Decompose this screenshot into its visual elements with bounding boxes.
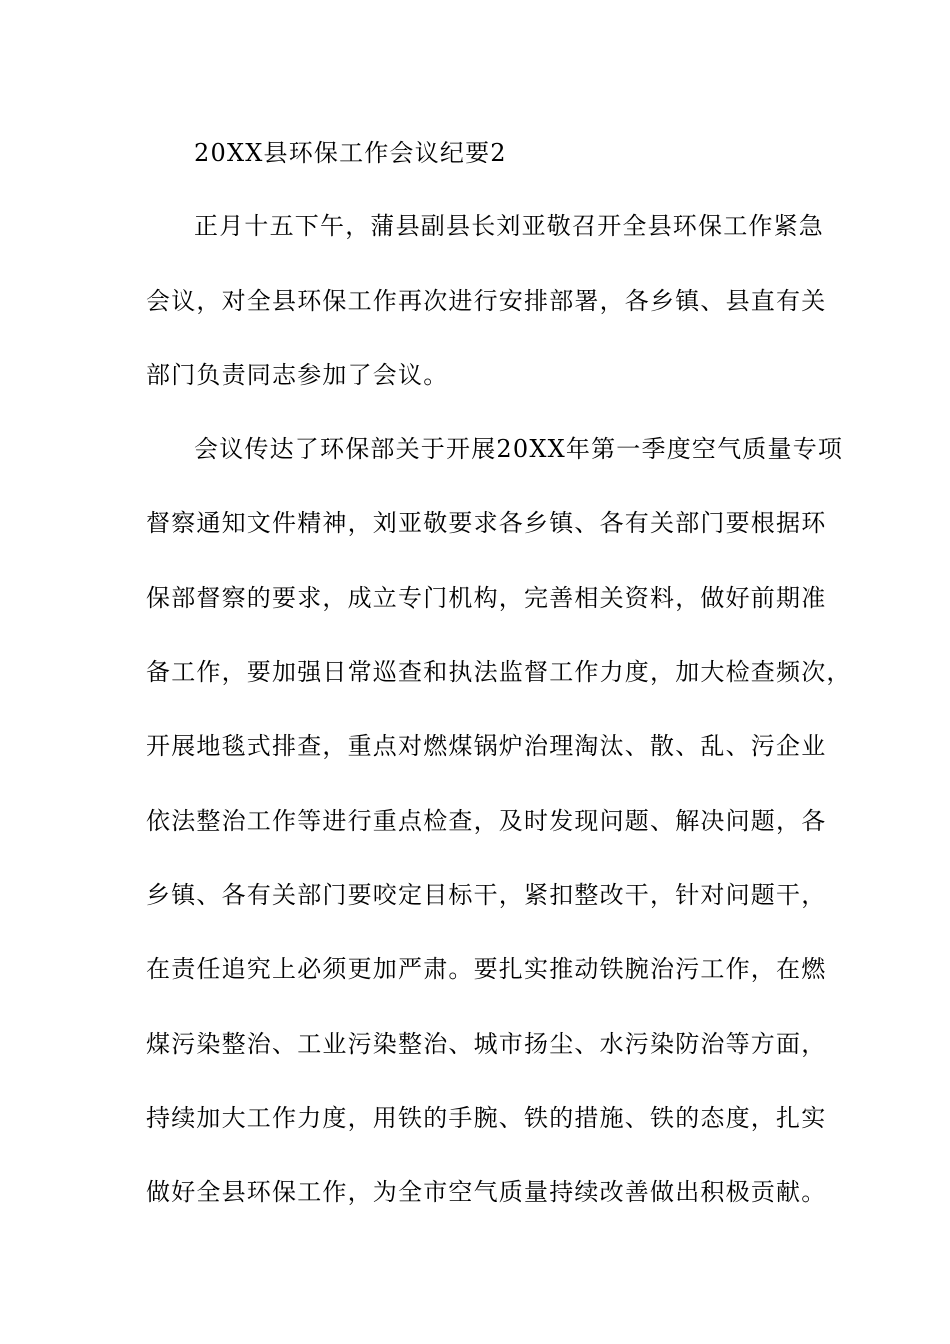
paragraph-line: 备工作，要加强日常巡查和执法监督工作力度，加大检查频次， xyxy=(146,658,852,686)
document-title: 20XX县环保工作会议纪要2 xyxy=(194,139,507,167)
paragraph-line: 做好全县环保工作，为全市空气质量持续改善做出积极贡献。 xyxy=(146,1178,827,1206)
paragraph-line: 部门负责同志参加了会议。 xyxy=(146,361,449,389)
paragraph-line: 开展地毯式排查，重点对燃煤锅炉治理淘汰、散、乱、污企业 xyxy=(146,732,827,760)
paragraph-line: 保部督察的要求，成立专门机构，完善相关资料，做好前期准 xyxy=(146,584,827,612)
paragraph-line: 正月十五下午，蒲县副县长刘亚敬召开全县环保工作紧急 xyxy=(194,212,824,240)
paragraph-line: 乡镇、各有关部门要咬定目标干，紧扣整改干，针对问题干， xyxy=(146,881,827,909)
paragraph-line: 在责任追究上必须更加严肃。要扎实推动铁腕治污工作，在燃 xyxy=(146,955,827,983)
paragraph-line: 依法整治工作等进行重点检查，及时发现问题、解决问题，各 xyxy=(146,807,827,835)
paragraph-line: 会议，对全县环保工作再次进行安排部署，各乡镇、县直有关 xyxy=(146,287,827,315)
paragraph-line: 督察通知文件精神，刘亚敬要求各乡镇、各有关部门要根据环 xyxy=(146,509,827,537)
paragraph-line: 会议传达了环保部关于开展20XX年第一季度空气质量专项 xyxy=(194,435,844,463)
paragraph-line: 煤污染整治、工业污染整治、城市扬尘、水污染防治等方面， xyxy=(146,1030,827,1058)
paragraph-line: 持续加大工作力度，用铁的手腕、铁的措施、铁的态度，扎实 xyxy=(146,1104,827,1132)
